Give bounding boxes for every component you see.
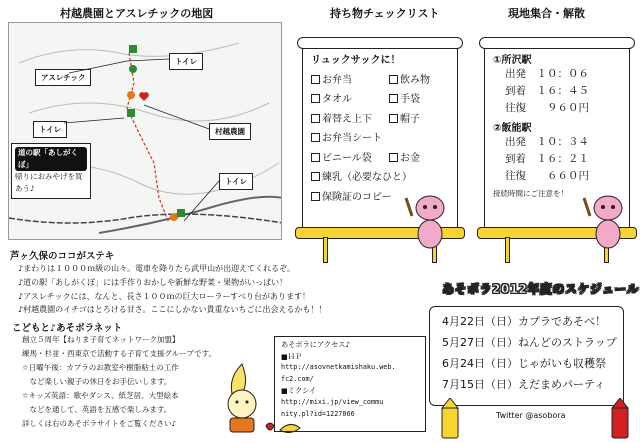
schedule-item: 5月27日（日）ねんどのストラップ — [442, 336, 617, 349]
ashigakubo-title: 芦ヶ久保のココがステキ — [10, 251, 115, 262]
check-item: ビニール袋 — [322, 152, 372, 164]
asobora-title: こどもと♪あそボラネット — [12, 323, 123, 334]
schedule-item: 6月24日（日）じゃがいも収穫祭 — [442, 357, 606, 370]
hp-link-1[interactable]: http://asovnetkamishaku.web. — [281, 363, 396, 372]
asobora-line: 詳しくは右のあそボラサイトをご覧ください♪ — [22, 419, 177, 428]
crayon-red-icon — [606, 398, 634, 440]
web-heading: あそボラにアクセス♪ — [281, 340, 351, 349]
checkbox-icon[interactable] — [389, 153, 398, 162]
meeting-note: 接続時間にご注意を！ — [493, 189, 568, 198]
tokorozawa-row: 出発 １０：０６ — [505, 68, 589, 80]
label-athletic: アスレチック — [35, 69, 91, 86]
check-item: 保険証のコピー — [322, 191, 392, 203]
check-item: タオル — [322, 94, 352, 105]
check-item: お金 — [400, 152, 420, 164]
check-item: 着替え上下 — [322, 113, 372, 125]
checkbox-icon[interactable] — [311, 94, 320, 103]
checkbox-icon[interactable] — [389, 75, 398, 84]
marker-green-square-2 — [127, 109, 135, 117]
hp-label: ■ＨＰ — [281, 351, 303, 361]
asobora-line: ☆日曜午後：カプラのお教室や樹脂粘土の工作 — [22, 363, 179, 372]
rabbit-mascot-icon — [404, 190, 460, 252]
hanno-row: 往復 ６６０円 — [505, 170, 589, 182]
label-toilet-1: トイレ — [169, 53, 203, 70]
checkbox-icon[interactable] — [311, 75, 320, 84]
hp-link-2[interactable]: fc2.com/ — [281, 374, 314, 383]
schedule-item: 4月22日（日）カプラであそべ！ — [442, 315, 606, 328]
check-item: お弁当シート — [322, 133, 382, 144]
marker-orange-circle-2 — [170, 213, 178, 221]
hanno-row: 到着 １６：２１ — [505, 153, 589, 165]
check-item: 帽子 — [400, 113, 420, 125]
checkbox-icon[interactable] — [389, 94, 398, 103]
marker-green-square-3 — [177, 209, 185, 217]
mixi-link-2[interactable]: nity.pl?id=1227066 — [281, 409, 355, 418]
meeting-title: 現地集合・解散 — [508, 7, 585, 20]
marker-green-square-1 — [129, 45, 137, 53]
ashigakubo-line: ♪道の駅「あしがくぼ」には手作りおかしや新鮮な野菜・果物がいっぱい！ — [18, 277, 288, 287]
marker-orange-circle-1 — [127, 91, 135, 99]
marker-green-circle-1 — [129, 65, 137, 73]
map-title: 村越農園とアスレチックの地図 — [60, 7, 214, 20]
web-access-box — [274, 336, 426, 432]
hanno-row: 出発 １０：３４ — [505, 136, 589, 148]
check-item: 練乳（必要なひと） — [322, 172, 412, 183]
label-farm: 村越農園 — [209, 123, 251, 140]
schedule-board — [429, 306, 624, 406]
marker-heart — [139, 92, 149, 101]
checklist-title: 持ち物チェックリスト — [330, 7, 440, 20]
label-toilet-3: トイレ — [219, 173, 253, 190]
ashigakubo-line: ♪アスレチックには、なんと、長さ１００ｍの巨大ローラーすべり台があります！ — [18, 291, 310, 301]
schedule-title: あそボラ2012年度のスケジュール — [442, 282, 640, 296]
station-note-1: 帰りにおみやげを買 — [15, 172, 83, 181]
map-markers — [9, 23, 282, 240]
check-item: お弁当 — [322, 74, 352, 86]
checkbox-icon[interactable] — [389, 114, 398, 123]
asobora-line: 練馬・杉並・西東京で活動する子育て支援グループです。 — [22, 349, 217, 358]
asobora-line: などを通して、英語を五感で楽しみます。 — [22, 405, 172, 414]
ashigakubo-line: ♪まわりは１０００ｍ級の山々。電車を降りたら武甲山が出迎えてくれるぞ。 — [18, 264, 295, 273]
asobora-line: ☆キッズ英語：歌やダンス、紙芝居、大型絵本 — [22, 391, 179, 400]
mixi-label: ■ミクシイ — [281, 386, 317, 396]
check-item: 手袋 — [400, 94, 420, 105]
asobora-line: 創立５周年【ねりま子育てネットワーク加盟】 — [22, 335, 180, 344]
ashigakubo-list — [18, 262, 418, 317]
map — [8, 22, 282, 240]
crayon-yellow-icon — [436, 398, 464, 440]
checkbox-icon[interactable] — [311, 153, 320, 162]
rabbit-mascot-icon-2 — [582, 190, 638, 252]
station-note-2: あう♪ — [15, 184, 35, 193]
checkbox-icon[interactable] — [311, 172, 320, 181]
check-item: 飲み物 — [400, 74, 430, 86]
tokorozawa-row: 到着 １６：４５ — [505, 85, 589, 97]
station-name: 道の駅「あしがくぼ」 — [15, 147, 87, 171]
checkbox-icon[interactable] — [311, 133, 320, 142]
label-toilet-2: トイレ — [33, 121, 67, 138]
mixi-link-1[interactable]: http://mixi.jp/view_commu — [281, 397, 384, 406]
tokorozawa-name: ①所沢駅 — [493, 55, 532, 66]
asobora-text — [22, 333, 216, 431]
checkbox-icon[interactable] — [311, 192, 320, 201]
asobora-line: など楽しい親子の休日をお手伝いします。 — [22, 377, 172, 386]
ashigakubo-line: ♪村越農園のイチゴはとろける甘さ。ここにしかない貴重ないちごに出会えるかも！！ — [18, 305, 327, 315]
twitter-handle[interactable]: Twitter @asobora — [496, 411, 566, 420]
hanno-name: ②飯能駅 — [493, 123, 532, 134]
schedule-item: 7月15日（日）えだまめパーティ — [442, 378, 606, 391]
checklist-heading: リュックサックに！ — [311, 55, 401, 66]
checkbox-icon[interactable] — [311, 114, 320, 123]
tokorozawa-row: 往復 ９６０円 — [505, 102, 589, 114]
